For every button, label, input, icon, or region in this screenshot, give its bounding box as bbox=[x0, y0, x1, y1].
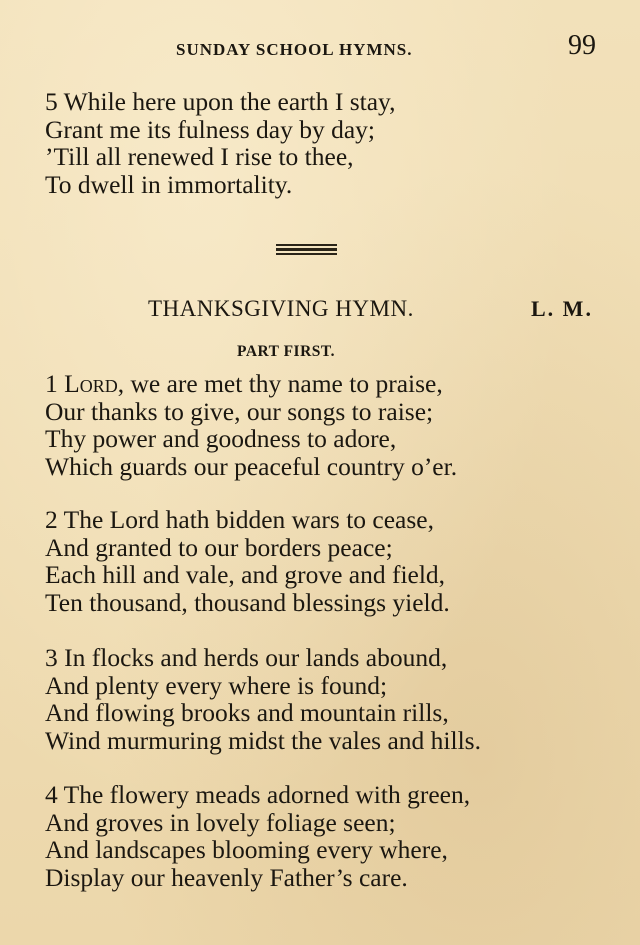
stanza-line: 5 While here upon the earth I stay, bbox=[45, 87, 396, 116]
stanza-line: Display our heavenly Father’s care. bbox=[45, 862, 408, 892]
stanza-line: And groves in lovely foliage seen; bbox=[45, 807, 396, 837]
stanza-line: Grant me its fulness day by day; bbox=[45, 114, 376, 144]
stanza-line: And flowing brooks and mountain rills, bbox=[45, 698, 449, 727]
stanza-line: And landscapes blooming every where, bbox=[45, 835, 448, 864]
hymn-stanza-4 bbox=[45, 781, 470, 891]
stanza-line: 2 The Lord hath bidden wars to cease, bbox=[45, 505, 434, 534]
stanza-line: ’Till all renewed I rise to thee, bbox=[45, 142, 354, 171]
stanza-line bbox=[45, 370, 457, 398]
stanza-line: And plenty every where is found; bbox=[45, 670, 388, 700]
hymn-stanza-1 bbox=[45, 370, 457, 480]
stanza-line: Ten thousand, thousand blessings yield. bbox=[45, 587, 450, 617]
section-divider-rule bbox=[276, 244, 337, 255]
small-caps-word: Lord bbox=[64, 369, 118, 398]
previous-hymn-stanza-5 bbox=[45, 88, 396, 198]
stanza-line: Each hill and vale, and grove and field, bbox=[45, 560, 446, 589]
hymn-meter: L. M. bbox=[531, 296, 593, 321]
stanza-line: 3 In flocks and herds our lands abound, bbox=[45, 643, 448, 672]
stanza-line: To dwell in immortality. bbox=[45, 169, 293, 199]
stanza-line: Thy power and goodness to adore, bbox=[45, 424, 397, 453]
stanza-line: 4 The flowery meads adorned with green, bbox=[45, 780, 471, 809]
page-number: 99 bbox=[568, 30, 596, 61]
stanza-line: Which guards our peaceful country o’er. bbox=[45, 451, 458, 481]
hymn-stanza-2 bbox=[45, 506, 450, 616]
stanza-line: Wind murmuring midst the vales and hills. bbox=[45, 725, 481, 755]
hymn-title: THANKSGIVING HYMN. bbox=[148, 296, 414, 321]
hymn-stanza-3 bbox=[45, 644, 481, 754]
stanza-number: 1 bbox=[45, 369, 58, 398]
stanza-line-rest: , we are met thy name to praise, bbox=[117, 369, 443, 398]
part-label: PART FIRST. bbox=[237, 343, 335, 360]
stanza-line: And granted to our borders peace; bbox=[45, 532, 393, 562]
stanza-line: Our thanks to give, our songs to raise; bbox=[45, 396, 434, 426]
running-head: SUNDAY SCHOOL HYMNS. bbox=[176, 40, 413, 59]
